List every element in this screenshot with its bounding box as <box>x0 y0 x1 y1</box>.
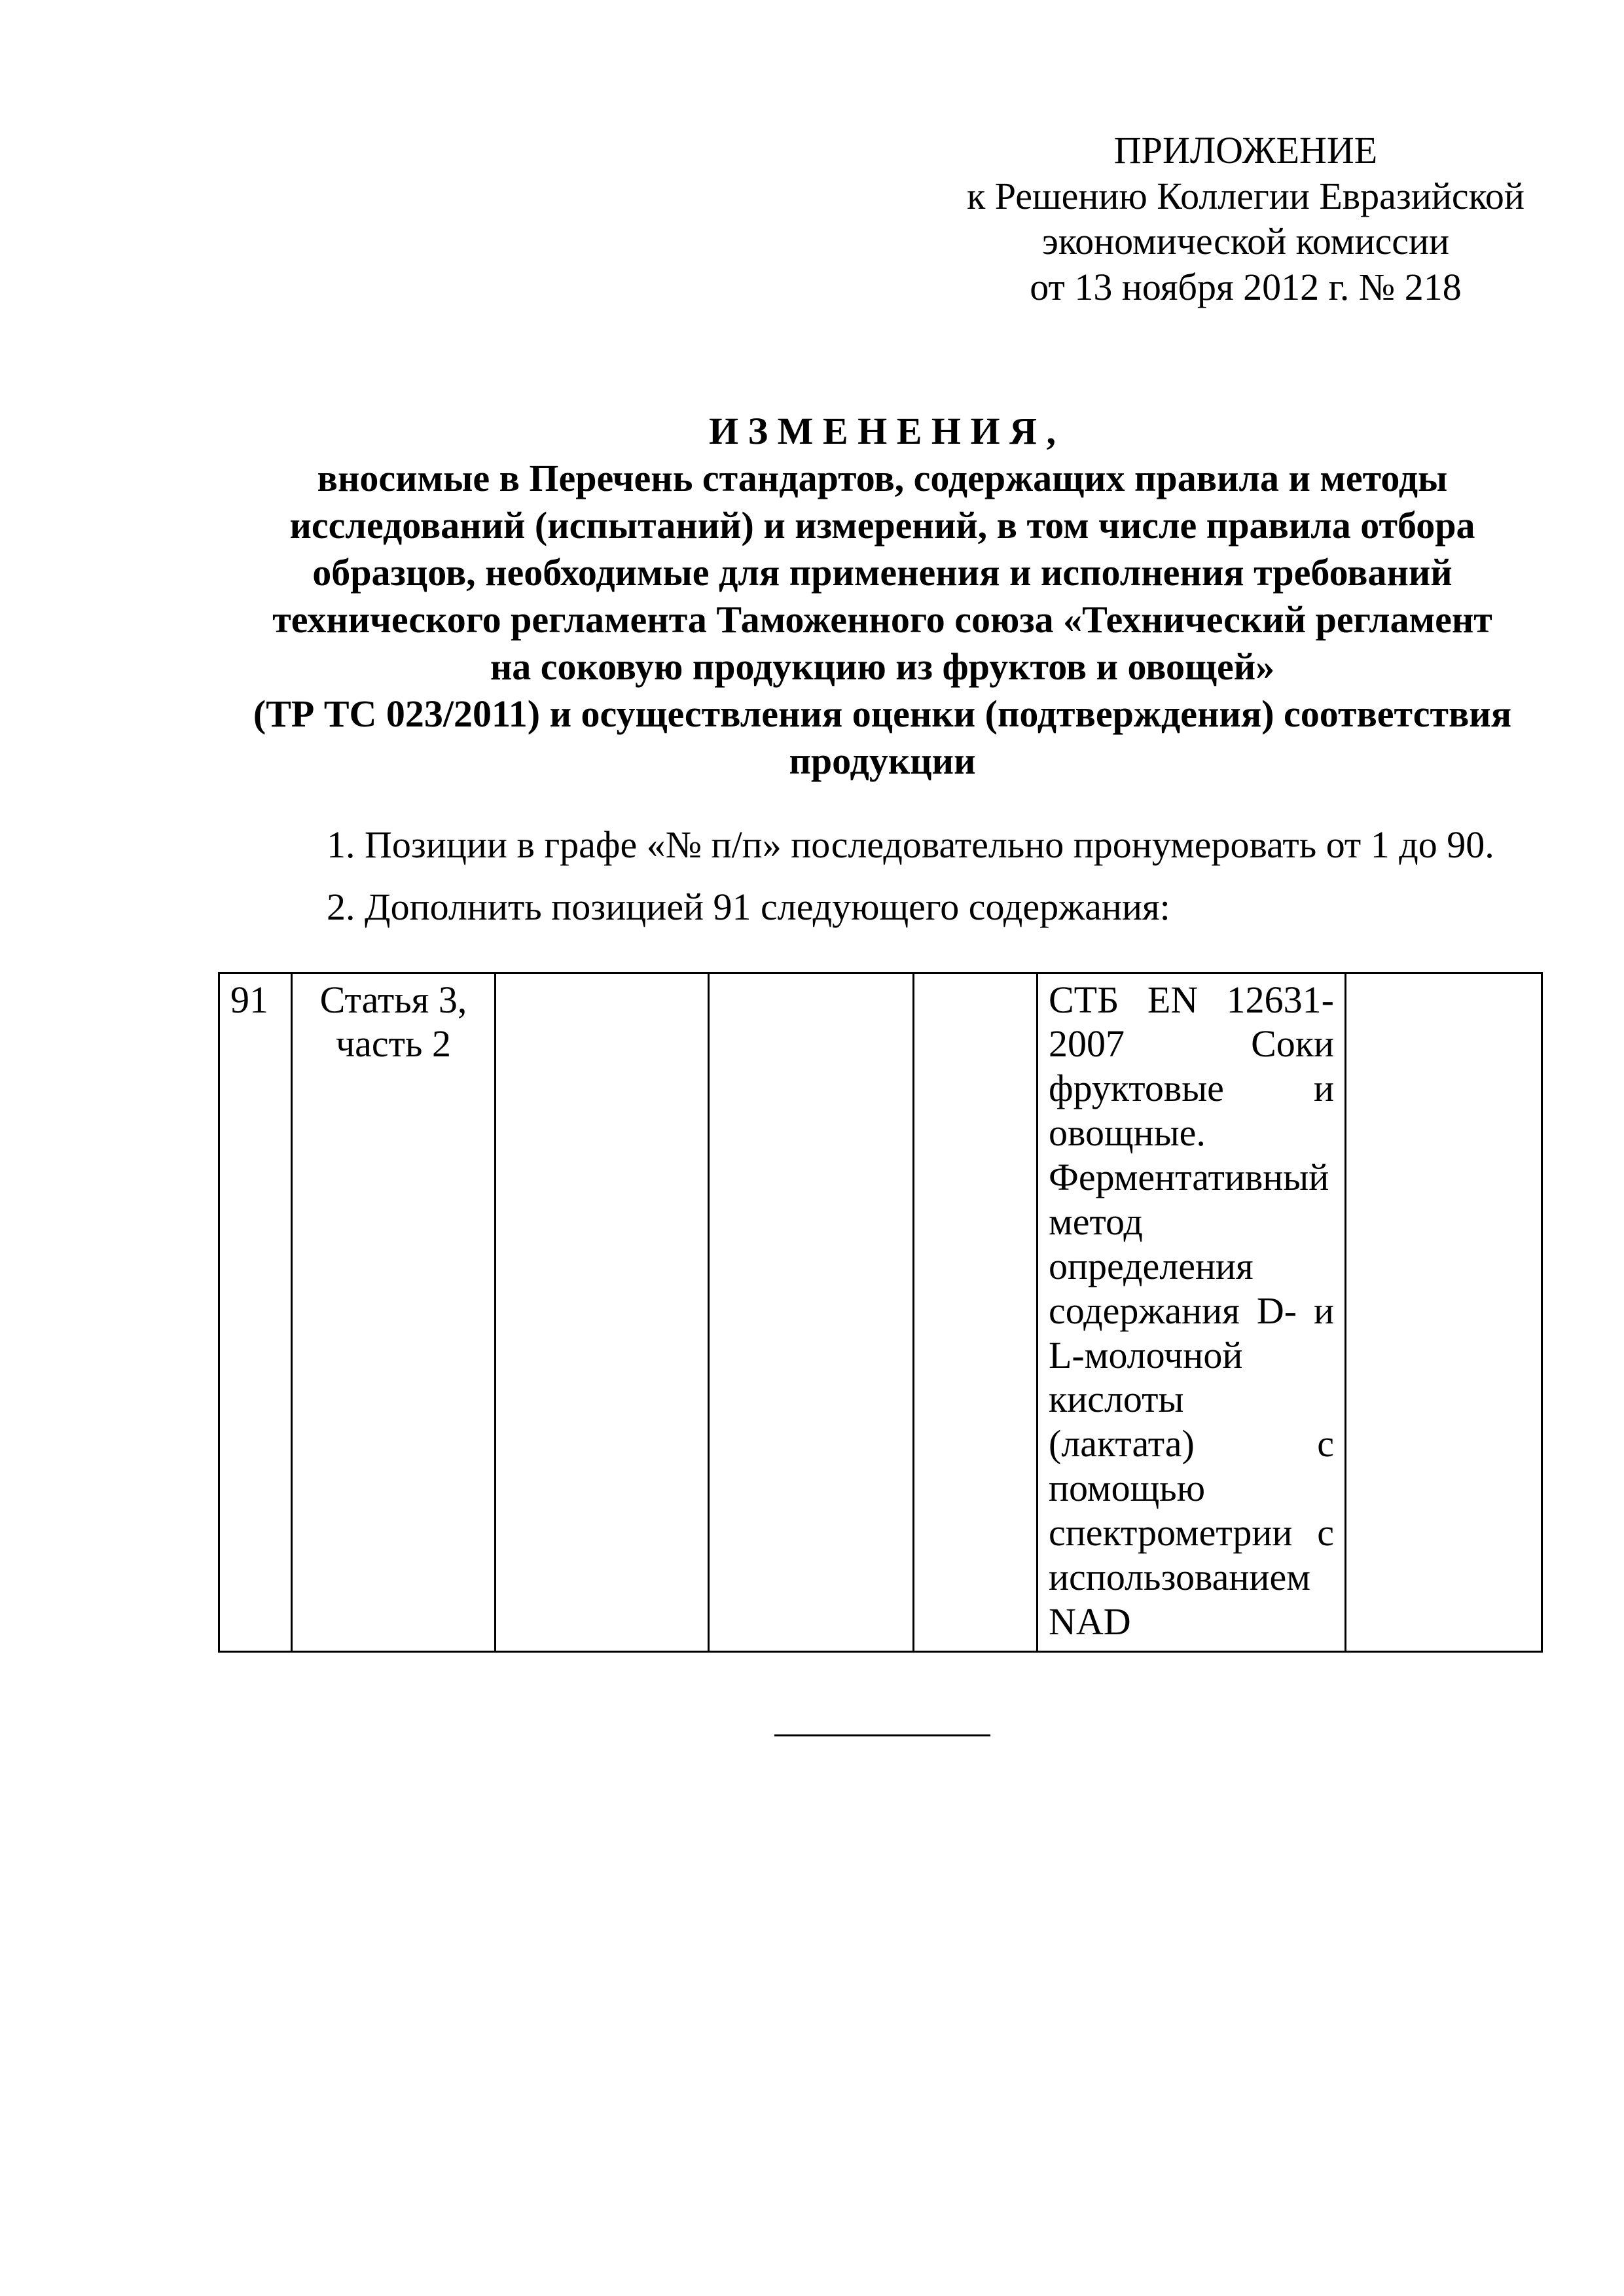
cell-empty-3 <box>496 973 709 1651</box>
title-line: технического регламента Таможенного союза «Технический регламент <box>272 598 1492 641</box>
cell-row-number: 91 <box>219 973 292 1651</box>
appendix-header-line: ПРИЛОЖЕНИЕ <box>1113 129 1378 171</box>
title-line: вносимые в Перечень стандартов, содержащих правила и методы <box>317 457 1448 500</box>
title-line: продукции <box>789 739 976 782</box>
cell-empty-5 <box>914 973 1038 1651</box>
title-line: исследований (испытаний) и измерений, в том числе правила отбора <box>289 504 1475 547</box>
cell-empty-7 <box>1346 973 1542 1651</box>
appendix-header-line: к Решению Коллегии Евразийской <box>967 174 1525 217</box>
cell-standard: СТБ EN 12631-2007 Соки фруктовые и овощные. Ферментативный метод определения содержания D- и L-молочной кислоты (лактата) с помощью спектрометрии с использованием NAD <box>1038 973 1346 1651</box>
title-line: на соковую продукцию из фруктов и овощей» <box>490 645 1275 688</box>
document-title <box>218 408 1547 784</box>
footnote-separator-line <box>774 1734 990 1736</box>
title-line: И З М Е Н Е Н И Я , <box>708 410 1056 453</box>
amendments-table <box>218 972 1543 1653</box>
cell-empty-4 <box>709 973 914 1651</box>
appendix-header-line: от 13 ноября 2012 г. № 218 <box>1030 265 1462 308</box>
paragraph-2: 2. Дополнить позицией 91 следующего содержания: <box>327 885 1170 928</box>
title-line: образцов, необходимые для применения и исполнения требований <box>312 551 1453 594</box>
appendix-header-block <box>945 128 1547 310</box>
paragraph-1: 1. Позиции в графе «№ п/п» последовательно пронумеровать от 1 до 90. <box>327 823 1494 866</box>
cell-article: Статья 3, часть 2 <box>292 973 496 1651</box>
appendix-header-line: экономической комиссии <box>1041 220 1450 263</box>
title-line: (ТР ТС 023/2011) и осуществления оценки (подтверждения) соответствия <box>253 692 1512 735</box>
table-row <box>219 973 1542 1651</box>
